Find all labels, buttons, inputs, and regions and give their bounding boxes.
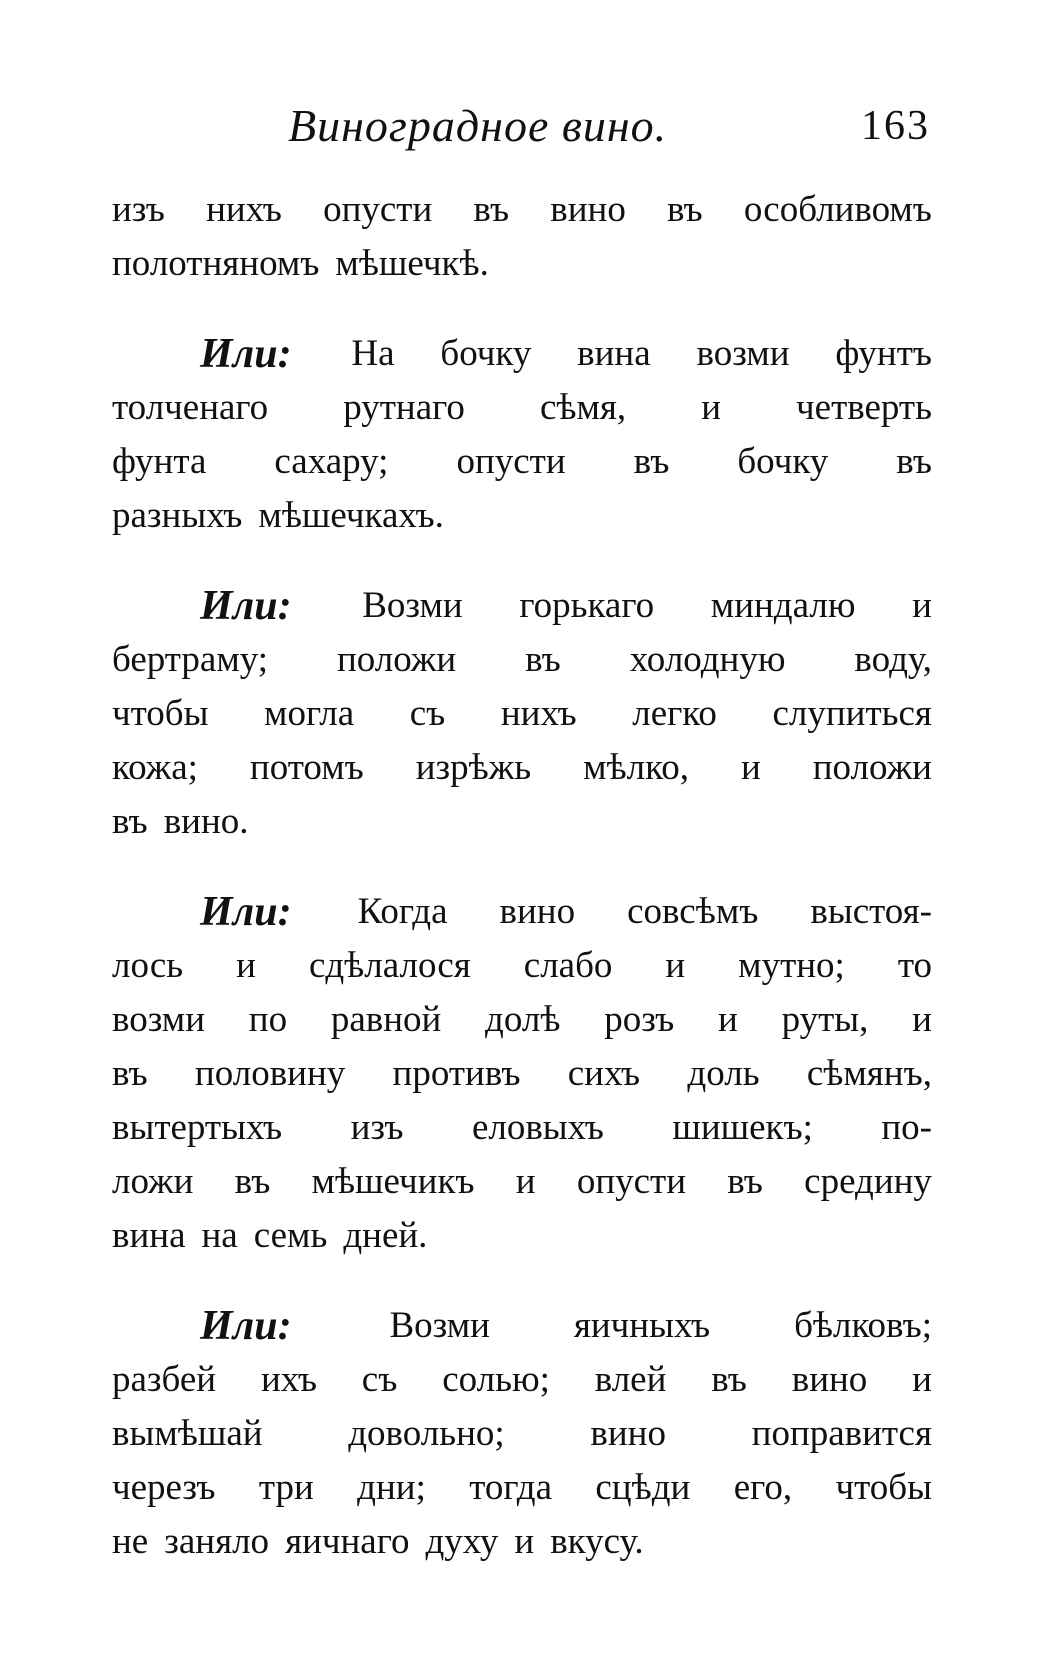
- word: на: [201, 1215, 238, 1256]
- text-line: [112, 327, 932, 381]
- word: мутно;: [738, 945, 845, 986]
- word: бертраму;: [112, 639, 269, 680]
- word: мѣлко,: [583, 747, 689, 788]
- word: не: [112, 1521, 149, 1562]
- paragraph-lead: Или:: [200, 1303, 292, 1349]
- word: потомъ: [249, 747, 364, 788]
- word: половину: [194, 1053, 346, 1094]
- word: горькаго: [519, 585, 655, 626]
- word: сѣмя,: [539, 387, 627, 428]
- word: въ: [473, 189, 510, 230]
- word: холодную: [629, 639, 786, 680]
- word: сахару;: [274, 441, 389, 482]
- word: черезъ: [112, 1467, 216, 1508]
- word: то: [897, 945, 932, 986]
- word: въ: [633, 441, 670, 482]
- word: еловыхъ: [471, 1107, 604, 1148]
- word: въ: [112, 801, 148, 842]
- word: и: [236, 945, 256, 986]
- word: изъ: [112, 189, 165, 230]
- text-line: [112, 1461, 932, 1515]
- word: въ: [667, 189, 703, 230]
- word: сихъ: [567, 1053, 641, 1094]
- paragraph-lead: Или:: [200, 331, 292, 377]
- text-line: [112, 633, 932, 687]
- word: слабо: [523, 945, 613, 986]
- text-line: [112, 237, 932, 291]
- word: вымѣшай: [112, 1413, 263, 1454]
- word: семь: [253, 1215, 328, 1256]
- paragraph-lead: Или:: [200, 889, 292, 935]
- word: ихъ: [260, 1359, 317, 1400]
- word: и: [665, 945, 686, 986]
- word: и: [912, 999, 932, 1040]
- text-line: [112, 1155, 932, 1209]
- word: и: [912, 585, 932, 626]
- word: мѣшечикъ: [311, 1161, 475, 1202]
- word: возми: [112, 999, 206, 1040]
- word: сдѣлалося: [308, 945, 471, 986]
- word: особливомъ: [743, 189, 932, 230]
- text-line: [112, 1299, 932, 1353]
- paragraph: [112, 183, 932, 291]
- word: мѣшечкѣ.: [335, 243, 489, 284]
- word: легко: [632, 693, 717, 734]
- word: совсѣмъ: [627, 891, 759, 932]
- word: положи: [336, 639, 457, 680]
- word: вино: [590, 1413, 666, 1454]
- paragraph-lead: Или:: [200, 583, 292, 629]
- word: съ: [361, 1359, 398, 1400]
- word: дней.: [343, 1215, 428, 1256]
- word: нихъ: [206, 189, 282, 230]
- word: тогда: [469, 1467, 553, 1508]
- page-number: 163: [861, 103, 930, 149]
- word: толченаго: [112, 387, 269, 428]
- word: положи: [812, 747, 932, 788]
- word: сцѣди: [595, 1467, 691, 1508]
- paragraph: [112, 327, 932, 543]
- word: чтобы: [112, 693, 209, 734]
- body-text: [112, 183, 932, 1569]
- word: въ: [896, 441, 932, 482]
- word: вино.: [163, 801, 249, 842]
- word: рутнаго: [343, 387, 465, 428]
- word: по: [248, 999, 288, 1040]
- text-line: [112, 1515, 932, 1569]
- text-line: [112, 993, 932, 1047]
- word: бочку: [440, 333, 532, 374]
- word: вкусу.: [550, 1521, 644, 1562]
- word: разныхъ: [112, 495, 243, 536]
- word: и: [515, 1161, 536, 1202]
- word: бѣлковъ;: [794, 1305, 932, 1346]
- word: руты,: [781, 999, 869, 1040]
- word: ложи: [112, 1161, 194, 1202]
- text-line: [112, 741, 932, 795]
- paragraph: [112, 1299, 932, 1569]
- word: противъ: [392, 1053, 521, 1094]
- word: мѣшечкахъ.: [258, 495, 444, 536]
- word: кожа;: [112, 747, 198, 788]
- word: могла: [264, 693, 355, 734]
- word: вытертыхъ: [112, 1107, 283, 1148]
- word: духу: [425, 1521, 499, 1562]
- word: четверть: [796, 387, 932, 428]
- paragraph: [112, 885, 932, 1263]
- word: и: [912, 1359, 932, 1400]
- word: его,: [733, 1467, 793, 1508]
- text-line: [112, 1407, 932, 1461]
- word: возми: [696, 333, 790, 374]
- running-head: [112, 96, 930, 156]
- word: и: [718, 999, 738, 1040]
- word: вина: [112, 1215, 186, 1256]
- word: чтобы: [835, 1467, 932, 1508]
- word: три: [258, 1467, 314, 1508]
- text-line: [112, 1353, 932, 1407]
- word: влей: [594, 1359, 667, 1400]
- text-line: [112, 1047, 932, 1101]
- word: изъ: [350, 1107, 404, 1148]
- word: Возми: [389, 1305, 490, 1346]
- word: полотняномъ: [112, 243, 320, 284]
- word: вино: [499, 891, 576, 932]
- word: фунтъ: [835, 333, 932, 374]
- word: по-: [881, 1107, 932, 1148]
- word: въ: [112, 1053, 148, 1094]
- word: бочку: [737, 441, 829, 482]
- text-line: [112, 1101, 932, 1155]
- text-line: [112, 381, 932, 435]
- word: На: [351, 333, 395, 374]
- word: поправится: [751, 1413, 932, 1454]
- text-line: [112, 795, 932, 849]
- word: лось: [112, 945, 184, 986]
- word: и: [701, 387, 721, 428]
- text-line: [112, 579, 932, 633]
- word: вина: [577, 333, 651, 374]
- word: изрѣжь: [415, 747, 532, 788]
- word: шишекъ;: [672, 1107, 813, 1148]
- word: опусти: [456, 441, 566, 482]
- running-title: Виноградное вино.: [288, 100, 668, 151]
- word: вино: [791, 1359, 868, 1400]
- word: заняло: [164, 1521, 270, 1562]
- word: въ: [525, 639, 561, 680]
- word: въ: [727, 1161, 763, 1202]
- word: опусти: [323, 189, 433, 230]
- word: долѣ: [485, 999, 561, 1040]
- word: съ: [409, 693, 446, 734]
- word: сѣмянъ,: [806, 1053, 932, 1094]
- word: нихъ: [500, 693, 577, 734]
- word: и: [514, 1521, 535, 1562]
- text-line: [112, 885, 932, 939]
- word: розъ: [604, 999, 675, 1040]
- paragraph: [112, 579, 932, 849]
- text-line: [112, 435, 932, 489]
- word: яичныхъ: [573, 1305, 711, 1346]
- word: доль: [687, 1053, 760, 1094]
- word: Возми: [362, 585, 463, 626]
- word: дни;: [357, 1467, 426, 1508]
- word: солью;: [442, 1359, 550, 1400]
- word: въ: [711, 1359, 747, 1400]
- text-line: [112, 687, 932, 741]
- word: миндалю: [710, 585, 856, 626]
- text-line: [112, 1209, 932, 1263]
- word: Когда: [357, 891, 448, 932]
- word: равной: [330, 999, 442, 1040]
- word: воду,: [854, 639, 932, 680]
- word: слупиться: [772, 693, 932, 734]
- text-line: [112, 183, 932, 237]
- word: выстоя-: [810, 891, 932, 932]
- word: въ: [234, 1161, 271, 1202]
- text-line: [112, 939, 932, 993]
- text-line: [112, 489, 932, 543]
- word: яичнаго: [285, 1521, 410, 1562]
- word: фунта: [112, 441, 207, 482]
- word: вино: [550, 189, 626, 230]
- word: довольно;: [348, 1413, 505, 1454]
- word: разбей: [112, 1359, 217, 1400]
- word: опусти: [576, 1161, 687, 1202]
- word: и: [740, 747, 761, 788]
- word: средину: [804, 1161, 932, 1202]
